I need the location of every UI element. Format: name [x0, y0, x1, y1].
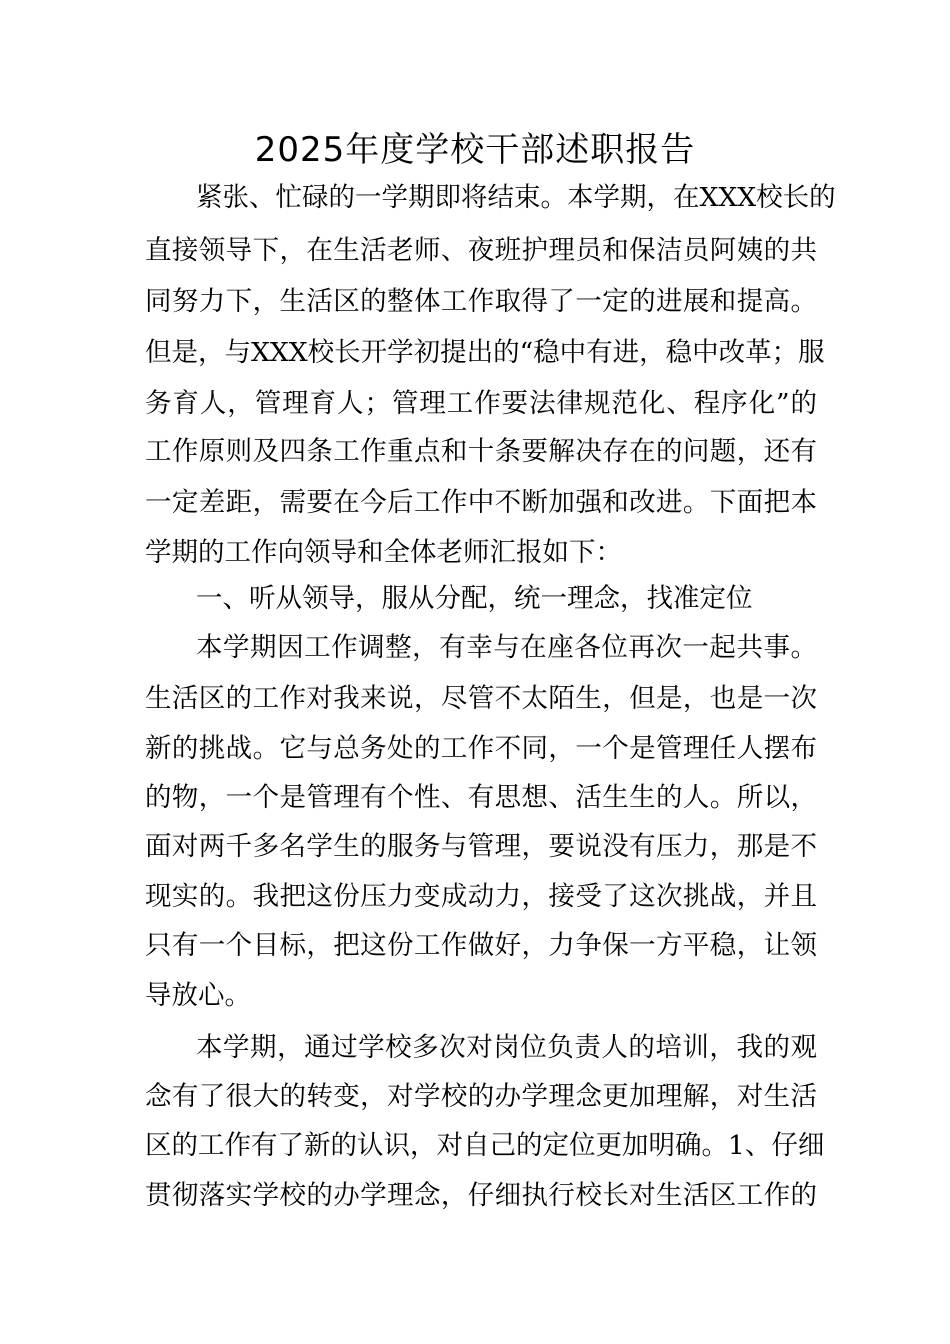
paragraph-line: 学期的工作向领导和全体老师汇报如下：: [145, 537, 622, 568]
paragraph-line: 新的挑战。它与总务处的工作不同，一个是管理任人摆布: [145, 733, 817, 764]
paragraph-line: 务育人，管理育人；管理工作要法律规范化、程序化”的: [145, 388, 817, 419]
section-heading: 一、听从领导，服从分配，统一理念，找准定位: [196, 583, 753, 614]
paragraph-line: 生活区的工作对我来说，尽管不太陌生，但是，也是一次: [145, 683, 817, 714]
paragraph-line: 导放心。: [145, 980, 251, 1011]
paragraph-line: 面对两千多名学生的服务与管理，要说没有压力，那是不: [145, 831, 817, 862]
paragraph-line: 只有一个目标，把这份工作做好，力争保一方平稳，让领: [145, 930, 817, 961]
paragraph-line: 区的工作有了新的认识，对自己的定位更加明确。1、仔细: [145, 1130, 825, 1161]
paragraph-line: 但是，与XXX校长开学初提出的“稳中有进，稳中改革；服: [145, 337, 825, 368]
paragraph-line: 本学期，通过学校多次对岗位负责人的培训，我的观: [196, 1032, 817, 1063]
paragraph-line: 的物，一个是管理有个性、有思想、活生生的人。所以，: [145, 782, 817, 813]
paragraph-line: 直接领导下，在生活老师、夜班护理员和保洁员阿姨的共: [145, 235, 817, 266]
document-title: 2025年度学校干部述职报告: [254, 130, 696, 170]
paragraph-line: 一定差距，需要在今后工作中不断加强和改进。下面把本: [145, 487, 817, 518]
paragraph-line: 工作原则及四条工作重点和十条要解决存在的问题，还有: [145, 436, 817, 467]
paragraph-line: 念有了很大的转变，对学校的办学理念更加理解，对生活: [145, 1081, 817, 1112]
paragraph-line: 现实的。我把这份压力变成动力，接受了这次挑战，并且: [145, 881, 817, 912]
paragraph-line: 同努力下，生活区的整体工作取得了一定的进展和提高。: [145, 286, 817, 317]
paragraph-line: 贯彻落实学校的办学理念，仔细执行校长对生活区工作的: [145, 1180, 817, 1211]
paragraph-line: 本学期因工作调整，有幸与在座各位再次一起共事。: [196, 632, 817, 663]
paragraph-line: 紧张、忙碌的一学期即将结束。本学期，在XXX校长的: [196, 182, 836, 213]
